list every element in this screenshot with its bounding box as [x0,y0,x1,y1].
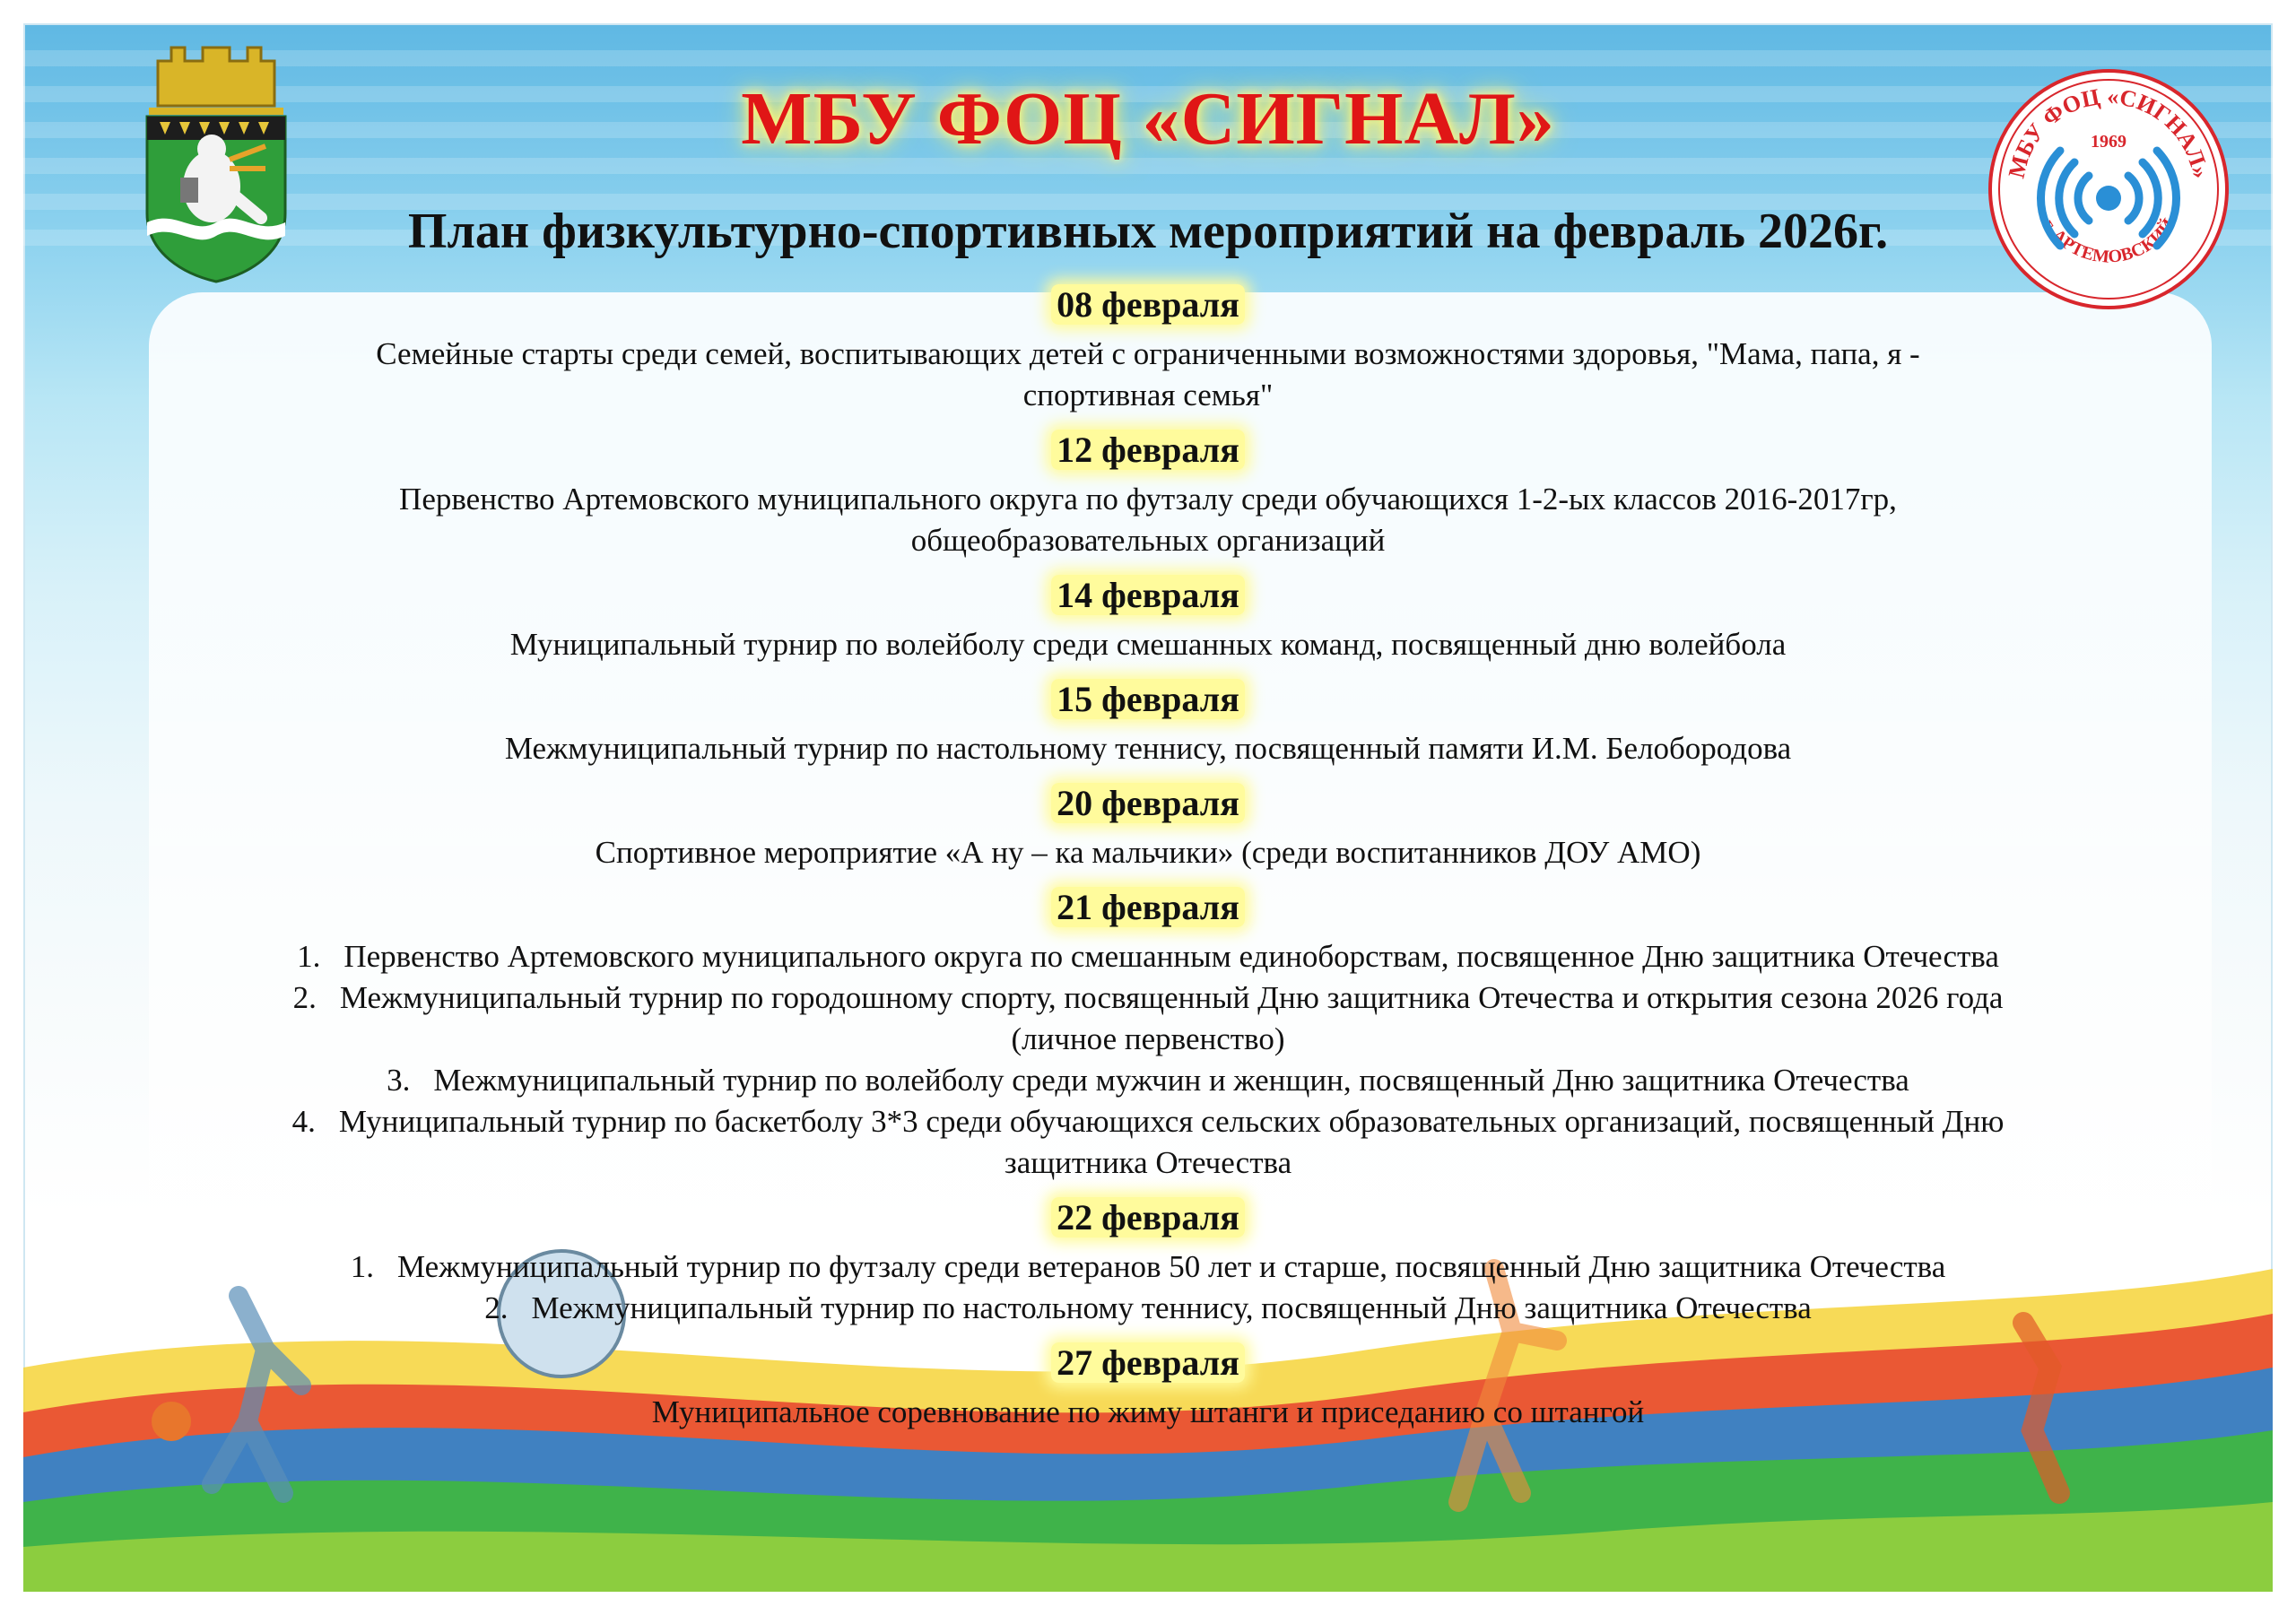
event-text: Спортивное мероприятие «А ну – ка мальчики» (среди воспитанников ДОУ АМО) [595,835,1701,870]
coat-of-arms-icon [131,43,301,285]
poster [23,23,2273,1592]
list-item: 2. Межмуниципальный турнир по настольному теннису, посвященный Дню защитника Отечества [484,1290,1812,1325]
event-list [23,1246,2273,1329]
svg-text:1969: 1969 [2091,132,2126,152]
date-heading: 15 февраля [23,676,2273,723]
list-item-continuation: защитника Отечества [1004,1145,1292,1180]
event-list [23,936,2273,1184]
date-heading: 14 февраля [23,572,2273,619]
list-item: 2. Межмуниципальный турнир по городошному спорту, посвященный Дню защитника Отечества и открытия сезона 2026 года [292,980,2004,1015]
list-item: 4. Муниципальный турнир по баскетболу 3*3 среди обучающихся сельских образовательных организаций, посвященный Дню [291,1104,2005,1139]
date-heading: 12 февраля [23,427,2273,473]
list-item: 1. Первенство Артемовского муниципального округа по смешанным единоборствам, посвященное Дню защитника Отечества [297,939,1999,974]
date-heading: 27 февраля [23,1340,2273,1386]
event-text: Межмуниципальный турнир по настольному теннису, посвященный памяти И.М. Белобородова [504,731,1792,766]
signal-logo-icon [1987,68,2230,310]
events-list [23,282,2273,1444]
list-item: 1. Межмуниципальный турнир по футзалу среди ветеранов 50 лет и старше, посвященный Дню защитника Отечества [350,1249,1946,1284]
date-heading: 08 февраля [23,282,2273,328]
event-text: Муниципальный турнир по волейболу среди смешанных команд, посвященный дню волейбола [509,627,1787,662]
list-item-continuation: (личное первенство) [1011,1021,1285,1056]
org-title: МБУ ФОЦ «СИГНАЛ» [741,77,1555,161]
svg-text:г. АРТЕМОВСКИЙ: г. АРТЕМОВСКИЙ [2038,214,2179,267]
event-text: Муниципальное соревнование по жиму штанги и приседанию со штангой [651,1394,1645,1429]
svg-text:МБУ ФОЦ «СИГНАЛ»: МБУ ФОЦ «СИГНАЛ» [2003,83,2214,181]
event-text: Первенство Артемовского муниципального округа по футзалу среди обучающихся 1-2-ых классов 2016-2017гр, общеобразовательных организаций [399,482,1897,558]
event-text: Семейные старты среди семей, воспитывающих детей с ограниченными возможностями здоровья, "Мама, папа, я - спортивная семья" [376,336,1920,413]
date-heading: 21 февраля [23,884,2273,931]
date-heading: 20 февраля [23,780,2273,827]
date-heading: 22 февраля [23,1194,2273,1241]
list-item: 3. Межмуниципальный турнир по волейболу среди мужчин и женщин, посвященный Дню защитника Отечества [387,1063,1909,1098]
plan-title: План физкультурно-спортивных мероприятий на февраль 2026г. [407,204,1889,259]
